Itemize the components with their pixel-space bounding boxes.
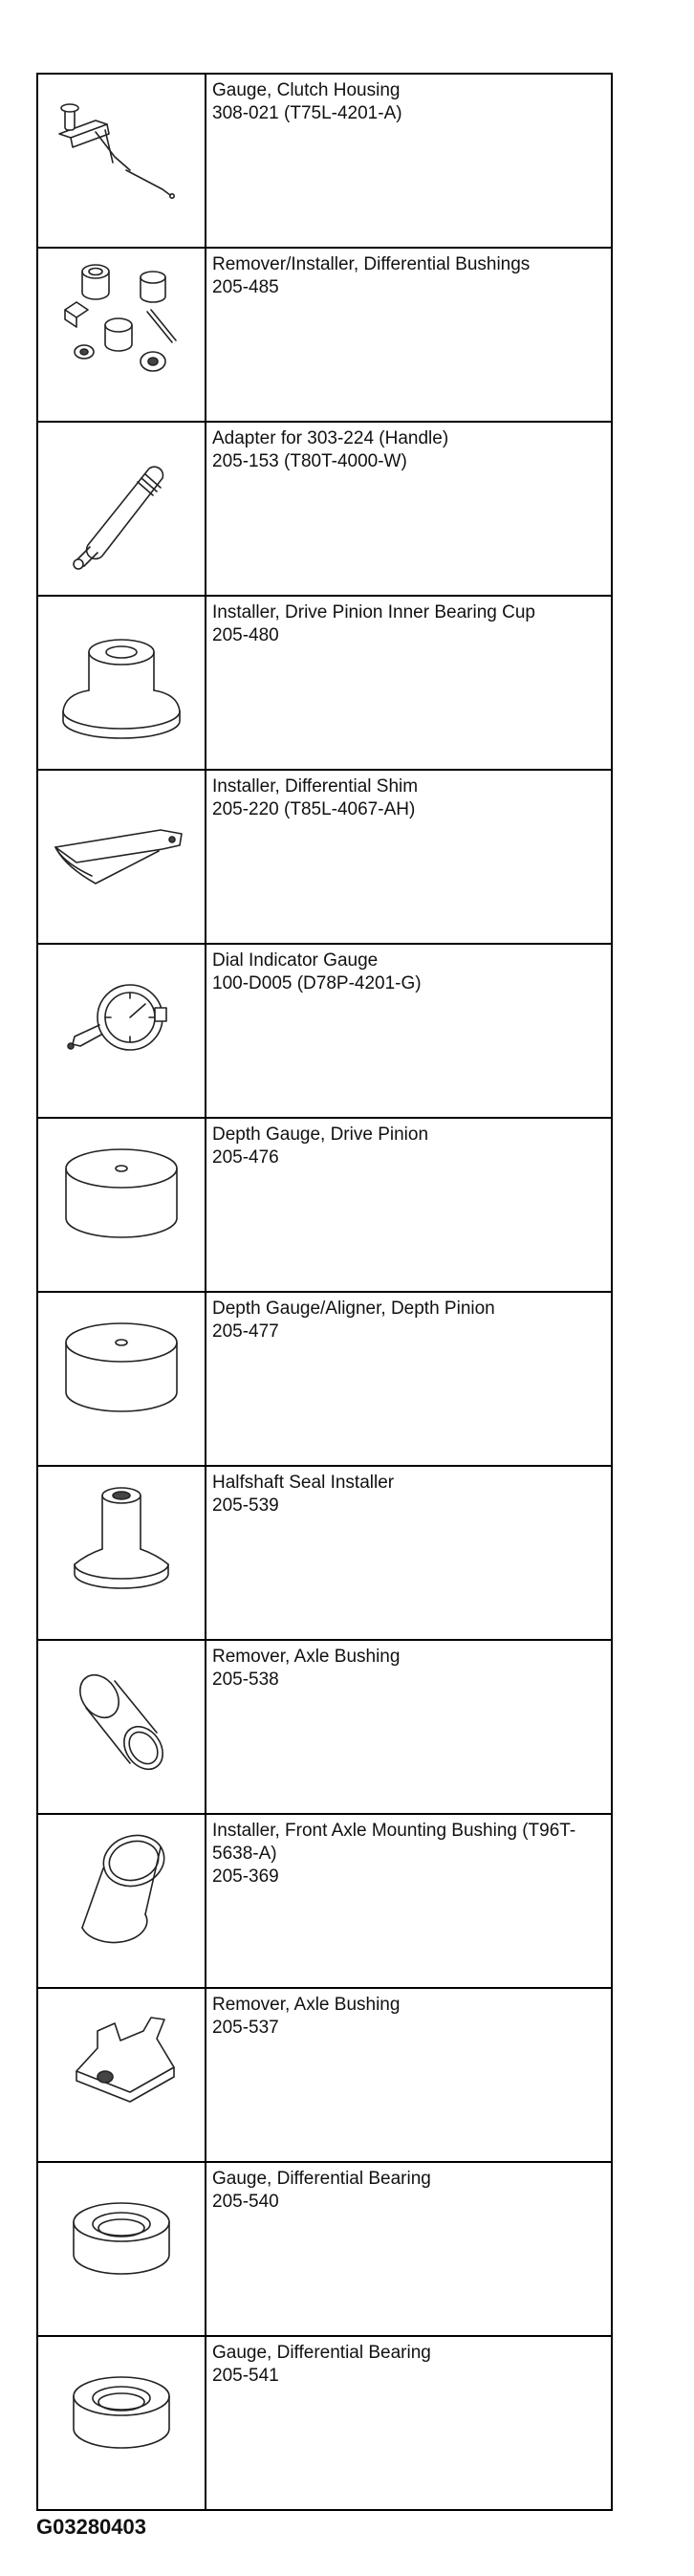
tool-part-number: 205-369 — [212, 1867, 279, 1887]
tool-part-number: 205-480 — [212, 625, 279, 645]
tool-illustration-cell — [37, 2336, 206, 2510]
bushing-remover-installer-set-icon — [38, 249, 205, 416]
tool-illustration-cell — [37, 74, 206, 248]
tool-description-cell — [206, 74, 612, 248]
axle-bushing-remover-sleeve-icon — [38, 1641, 205, 1808]
tool-part-number: 100-D005 (D78P-4201-G) — [212, 973, 422, 993]
tool-row — [37, 422, 612, 596]
tool-row — [37, 596, 612, 770]
tool-illustration-cell — [37, 944, 206, 1118]
halfshaft-seal-installer-icon — [38, 1467, 205, 1634]
tool-name: Remover, Axle Bushing — [212, 1995, 401, 2015]
tool-row — [37, 1466, 612, 1640]
tool-part-number: 205-476 — [212, 1147, 279, 1168]
tool-part-number: 205-153 (T80T-4000-W) — [212, 451, 407, 471]
tool-illustration-cell — [37, 1640, 206, 1814]
mounting-bushing-installer-sleeve-icon — [38, 1815, 205, 1982]
tool-illustration-cell — [37, 1988, 206, 2162]
tool-illustration-cell — [37, 1292, 206, 1466]
tool-row — [37, 1118, 612, 1292]
tool-illustration-cell — [37, 1118, 206, 1292]
tool-illustration-cell — [37, 770, 206, 944]
tool-name: Depth Gauge/Aligner, Depth Pinion — [212, 1299, 495, 1319]
tool-description-cell — [206, 422, 612, 596]
tool-name: Installer, Differential Shim — [212, 776, 419, 797]
tool-name: Depth Gauge, Drive Pinion — [212, 1124, 429, 1145]
tool-name: Remover, Axle Bushing — [212, 1647, 401, 1667]
tool-name: Installer, Drive Pinion Inner Bearing Cup — [212, 602, 535, 622]
tool-description-cell — [206, 1988, 612, 2162]
tool-row — [37, 248, 612, 422]
tool-row — [37, 944, 612, 1118]
figure-code: G03280403 — [36, 2515, 146, 2539]
tool-description-cell — [206, 1466, 612, 1640]
differential-shim-installer-icon — [38, 771, 205, 938]
tool-row — [37, 770, 612, 944]
tool-illustration-cell — [37, 422, 206, 596]
tool-name: Halfshaft Seal Installer — [212, 1473, 395, 1493]
tool-description-cell — [206, 944, 612, 1118]
tool-description-cell — [206, 1814, 612, 1988]
tool-illustration-cell — [37, 1466, 206, 1640]
bearing-cup-installer-icon — [38, 597, 205, 764]
tool-description-cell — [206, 1292, 612, 1466]
tool-row — [37, 1640, 612, 1814]
tool-name: Installer, Front Axle Mounting Bushing (T96T- — [212, 1821, 576, 1841]
tool-part-number: 205-540 — [212, 2192, 279, 2212]
differential-bearing-gauge-ring-icon — [38, 2337, 205, 2504]
depth-gauge-aligner-disc-icon — [38, 1293, 205, 1460]
tool-part-number: 205-485 — [212, 277, 279, 297]
dial-indicator-gauge-icon — [38, 945, 205, 1112]
tool-name: Dial Indicator Gauge — [212, 950, 379, 971]
tool-name: Gauge, Differential Bearing — [212, 2169, 431, 2189]
tool-name: Gauge, Differential Bearing — [212, 2343, 431, 2363]
tool-row — [37, 1814, 612, 1988]
tool-name: Remover/Installer, Differential Bushings — [212, 254, 531, 274]
tool-part-number: 5638-A) — [212, 1844, 277, 1864]
axle-bushing-remover-bracket-icon — [38, 1989, 205, 2156]
clutch-housing-gauge-icon — [38, 75, 205, 242]
tool-row — [37, 1292, 612, 1466]
tool-row — [37, 74, 612, 248]
tool-part-number: 205-539 — [212, 1495, 279, 1516]
tool-part-number: 205-541 — [212, 2366, 279, 2386]
tool-illustration-cell — [37, 596, 206, 770]
tool-part-number: 205-538 — [212, 1670, 279, 1690]
tool-part-number: 308-021 (T75L-4201-A) — [212, 103, 402, 123]
tool-part-number: 205-537 — [212, 2018, 279, 2038]
tool-description-cell — [206, 1640, 612, 1814]
tool-part-number: 205-220 (T85L-4067-AH) — [212, 799, 416, 819]
tool-description-cell — [206, 1118, 612, 1292]
tool-description-cell — [206, 2162, 612, 2336]
tool-name: Gauge, Clutch Housing — [212, 80, 401, 100]
tool-description-cell — [206, 596, 612, 770]
differential-bearing-gauge-ring-icon — [38, 2163, 205, 2330]
tool-description-cell — [206, 2336, 612, 2510]
handle-adapter-icon — [38, 423, 205, 590]
special-tools-table — [36, 73, 613, 2511]
tool-name: Adapter for 303-224 (Handle) — [212, 428, 449, 448]
tool-description-cell — [206, 248, 612, 422]
tool-row — [37, 2336, 612, 2510]
depth-gauge-disc-icon — [38, 1119, 205, 1286]
tool-illustration-cell — [37, 1814, 206, 1988]
tool-part-number: 205-477 — [212, 1321, 279, 1342]
tool-description-cell — [206, 770, 612, 944]
tool-illustration-cell — [37, 2162, 206, 2336]
tool-row — [37, 1988, 612, 2162]
tool-illustration-cell — [37, 248, 206, 422]
tool-row — [37, 2162, 612, 2336]
